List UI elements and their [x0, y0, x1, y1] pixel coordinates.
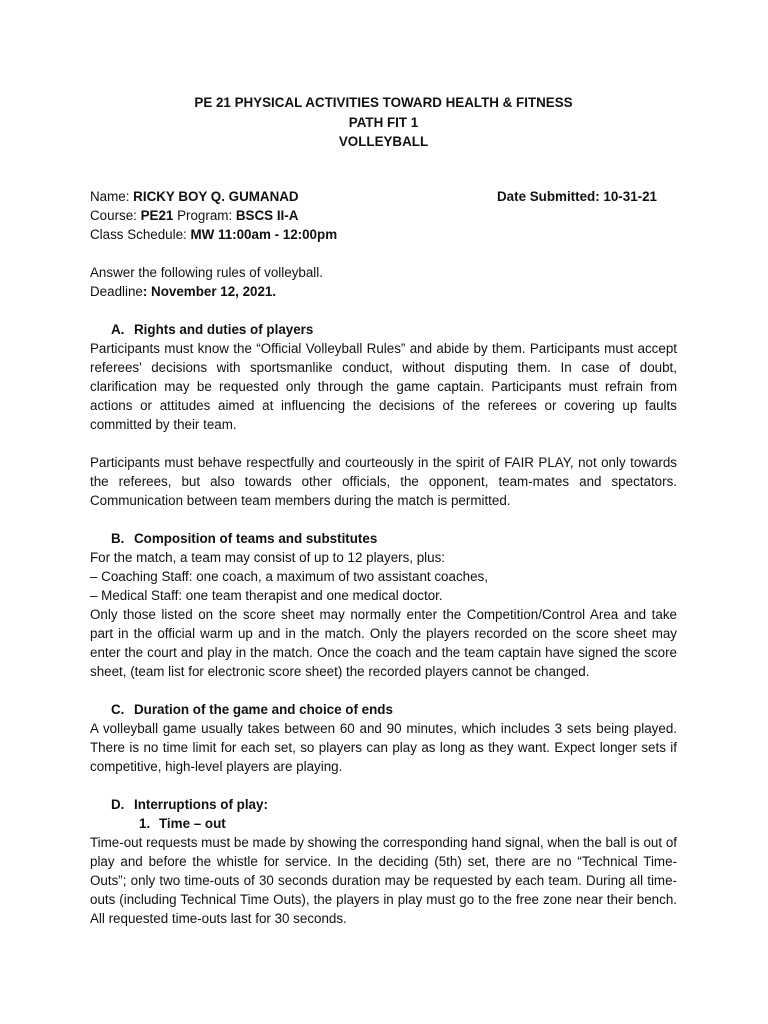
section-d-sub1-title: Time – out [159, 815, 226, 831]
section-d-letter: D. [111, 796, 125, 812]
date-label: Date Submitted: [497, 188, 604, 204]
section-c-letter: C. [111, 701, 125, 717]
document-title-block [90, 93, 677, 152]
section-b-letter: B. [111, 530, 125, 546]
course-value: PE21 [140, 207, 174, 223]
program-value: BSCS II-A [235, 207, 299, 223]
class-schedule-line [90, 225, 677, 244]
section-d-subheading-1 [139, 814, 677, 833]
deadline-label: Deadline [90, 283, 143, 299]
section-b-title: Composition of teams and substitutes [134, 530, 378, 546]
section-d-title: Interruptions of play: [134, 796, 268, 812]
instructions-text: Answer the following rules of volleyball. [90, 264, 323, 280]
name-value: RICKY BOY Q. GUMANAD [133, 188, 299, 204]
topic-title: VOLLEYBALL [338, 134, 429, 149]
section-a-letter: A. [111, 321, 125, 337]
section-b-line-1: For the match, a team may consist of up to 12 players, plus: [90, 549, 446, 565]
section-d-sub1-number: 1. [139, 815, 151, 831]
section-b-heading [111, 529, 677, 548]
section-a-paragraph-2: Participants must behave respectfully and courteously in the spirit of FAIR PLAY, not only towards the referees, but also towards other officials, the opponent, team-mates and spectators. Communication between team members during the match is permitted. [90, 454, 677, 508]
course-title: PE 21 PHYSICAL ACTIVITIES TOWARD HEALTH & FITNESS [194, 95, 573, 110]
deadline-line [90, 282, 677, 301]
deadline-value: : November 12, 2021. [142, 283, 277, 299]
section-a-title: Rights and duties of players [134, 321, 314, 337]
name-field [90, 187, 299, 206]
course-label: Course: [90, 207, 141, 223]
section-b-line-3: – Medical Staff: one team therapist and one medical doctor. [90, 587, 443, 603]
section-b-paragraph-1: Only those listed on the score sheet may normally enter the Competition/Control Area and take part in the official warm up and in the match. Only the players recorded on the score sheet may enter the court and play in the match. Once the coach and the team captain have signed the score sheet, (team list for electronic score sheet) the recorded players cannot be changed. [90, 606, 677, 679]
section-c-paragraph-1: A volleyball game usually takes between 60 and 90 minutes, which includes 3 sets being played. There is no time limit for each set, so players can play as long as they want. Expect longer sets if competitive, high-level players are playing. [90, 720, 677, 774]
document-page [90, 93, 677, 928]
program-label: Program: [173, 207, 236, 223]
name-date-row [90, 187, 677, 206]
course-program-line [90, 206, 677, 225]
date-submitted-field [497, 187, 657, 206]
date-value: 10-31-21 [603, 188, 657, 204]
section-d-paragraph-1: Time-out requests must be made by showing the corresponding hand signal, when the ball is out of play and before the whistle for service. In the deciding (5th) set, there are no “Technical Time- Outs”; only two time-outs of 30 seconds duration may be requested by each team. During all time-outs (including Technical Time Outs), the players in play must go to the free zone near their bench. All requested time-outs last for 30 seconds. [90, 834, 677, 926]
section-c-title: Duration of the game and choice of ends [134, 701, 393, 717]
section-a-paragraph-1: Participants must know the “Official Volleyball Rules” and abide by them. Participants must accept referees' decisions with sportsmanlike conduct, without disputing them. In case of doubt, clarification may be requested only through the game captain. Participants must refrain from actions or attitudes aimed at influencing the decisions of the referees or covering up faults committed by their team. [90, 340, 677, 432]
name-label: Name: [90, 188, 134, 204]
section-b-line-2: – Coaching Staff: one coach, a maximum of two assistant coaches, [90, 568, 488, 584]
course-subtitle: PATH FIT 1 [348, 114, 419, 130]
section-d-heading [111, 795, 677, 814]
schedule-value: MW 11:00am - 12:00pm [190, 226, 338, 242]
schedule-label: Class Schedule: [90, 226, 191, 242]
section-a-heading [111, 320, 677, 339]
section-c-heading [111, 700, 677, 719]
